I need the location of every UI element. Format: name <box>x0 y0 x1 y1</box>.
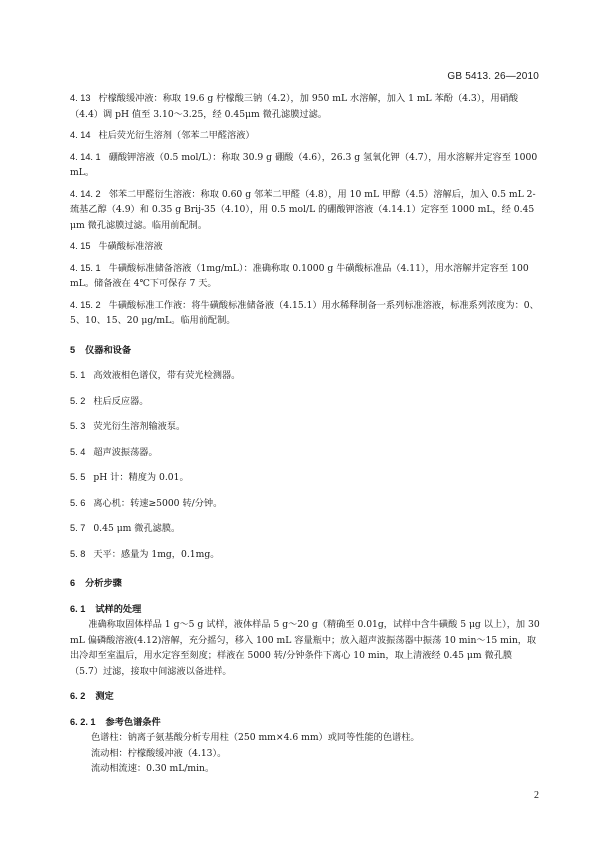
equipment-item: 5. 8 天平：感量为 1mg，0.1mg。 <box>70 548 220 560</box>
flow-rate-condition: 流动相流速：0.30 mL/min。 <box>91 763 215 774</box>
clause-4-13: 4. 13 柠檬酸缓冲液：称取 19.6 g 柠檬酸三钠（4.2），加 950 mL 水溶解，加入 1 mL 苯酚（4.3），用硝酸（4.4）调 pH 值至 3.10～3.25，经 0.45μm 微孔滤膜过滤。 <box>70 93 519 120</box>
column-condition: 色谱柱：钠离子氨基酸分析专用柱（250 mm×4.6 mm）或同等性能的色谱柱。 <box>91 732 420 743</box>
clause-4-15-2: 4. 15. 2 牛磺酸标准工作液：将牛磺酸标准储备液（4.15.1）用水稀释制备一系列标准溶液，标准系列浓度为：0、5、10、15、20 μg/mL。临用前配制。 <box>70 299 539 326</box>
section-6-2-1-heading: 6. 2. 1 参考色谱条件 <box>70 716 161 728</box>
sample-treatment-paragraph: 准确称取固体样品 1 g～5 g 试样，液体样品 5 g～20 g（精确至 0.01g，试样中含牛磺酸 5 μg 以上），加 30 mL 偏磷酸溶液(4.12)溶解，充分摇匀，移入 100 mL 容量瓶中；放入超声波振荡器中振荡 10 min～15 min，取出冷却至室温后，用水定容至刻度；样液在 5000 转/分钟条件下离心 10 min，取上清液经 0.45 μm 微孔膜（5.7）过滤，接取中间滤液以备进样。 <box>70 619 540 677</box>
equipment-item: 5. 1 高效液相色谱仪，带有荧光检测器。 <box>70 370 241 381</box>
clause-4-14-1: 4. 14. 1 硼酸钾溶液（0.5 mol/L）：称取 30.9 g 硼酸（4.6），26.3 g 氢氧化钾（4.7），用水溶解并定容至 1000 mL。 <box>70 151 538 178</box>
equipment-item: 5. 5 pH 计：精度为 0.01。 <box>70 472 189 483</box>
equipment-list <box>70 358 540 562</box>
equipment-item: 5. 6 离心机：转速≥5000 转/分钟。 <box>70 497 223 509</box>
mobile-phase-condition: 流动相：柠檬酸缓冲液（4.13）。 <box>91 747 227 759</box>
section-5-heading: 5 仪器和设备 <box>70 344 132 356</box>
standard-code: GB 5413. 26—2010 <box>447 71 539 82</box>
section-6-1-heading: 6. 1 试样的处理 <box>70 603 142 615</box>
clause-4-14-2: 4. 14. 2 邻苯二甲醛衍生溶液：称取 0.60 g 邻苯二甲醛（4.8），用 10 mL 甲醇（4.5）溶解后，加入 0.5 mL 2-巯基乙醇（4.9）和 0.35 g Brij-35（4.10），用 0.5 mol/L 的硼酸钾溶液（4.14.1）定容至 1000 mL，经 0.45 μm 微孔滤膜过滤。临用前配制。 <box>70 188 536 231</box>
equipment-item: 5. 2 柱后反应器。 <box>70 395 149 407</box>
equipment-item: 5. 4 超声波振荡器。 <box>70 446 158 458</box>
clause-4-15: 4. 15 牛磺酸标准溶液 <box>70 241 163 252</box>
section-6-2-heading: 6. 2 测定 <box>70 691 114 702</box>
equipment-item: 5. 7 0.45 μm 微孔滤膜。 <box>70 523 181 534</box>
section-6-heading: 6 分析步骤 <box>70 578 122 589</box>
clause-4-14: 4. 14 柱后荧光衍生溶剂（邻苯二甲醛溶液） <box>70 130 255 141</box>
page-number: 2 <box>534 790 539 801</box>
document-body <box>70 91 540 777</box>
equipment-item: 5. 3 荧光衍生溶剂输液泵。 <box>70 421 186 432</box>
clause-4-15-1: 4. 15. 1 牛磺酸标准储备溶液（1mg/mL）：准确称取 0.1000 g 牛磺酸标准品（4.11），用水溶解并定容至 100 mL。储备液在 4℃下可保存 7 天。 <box>70 262 529 289</box>
